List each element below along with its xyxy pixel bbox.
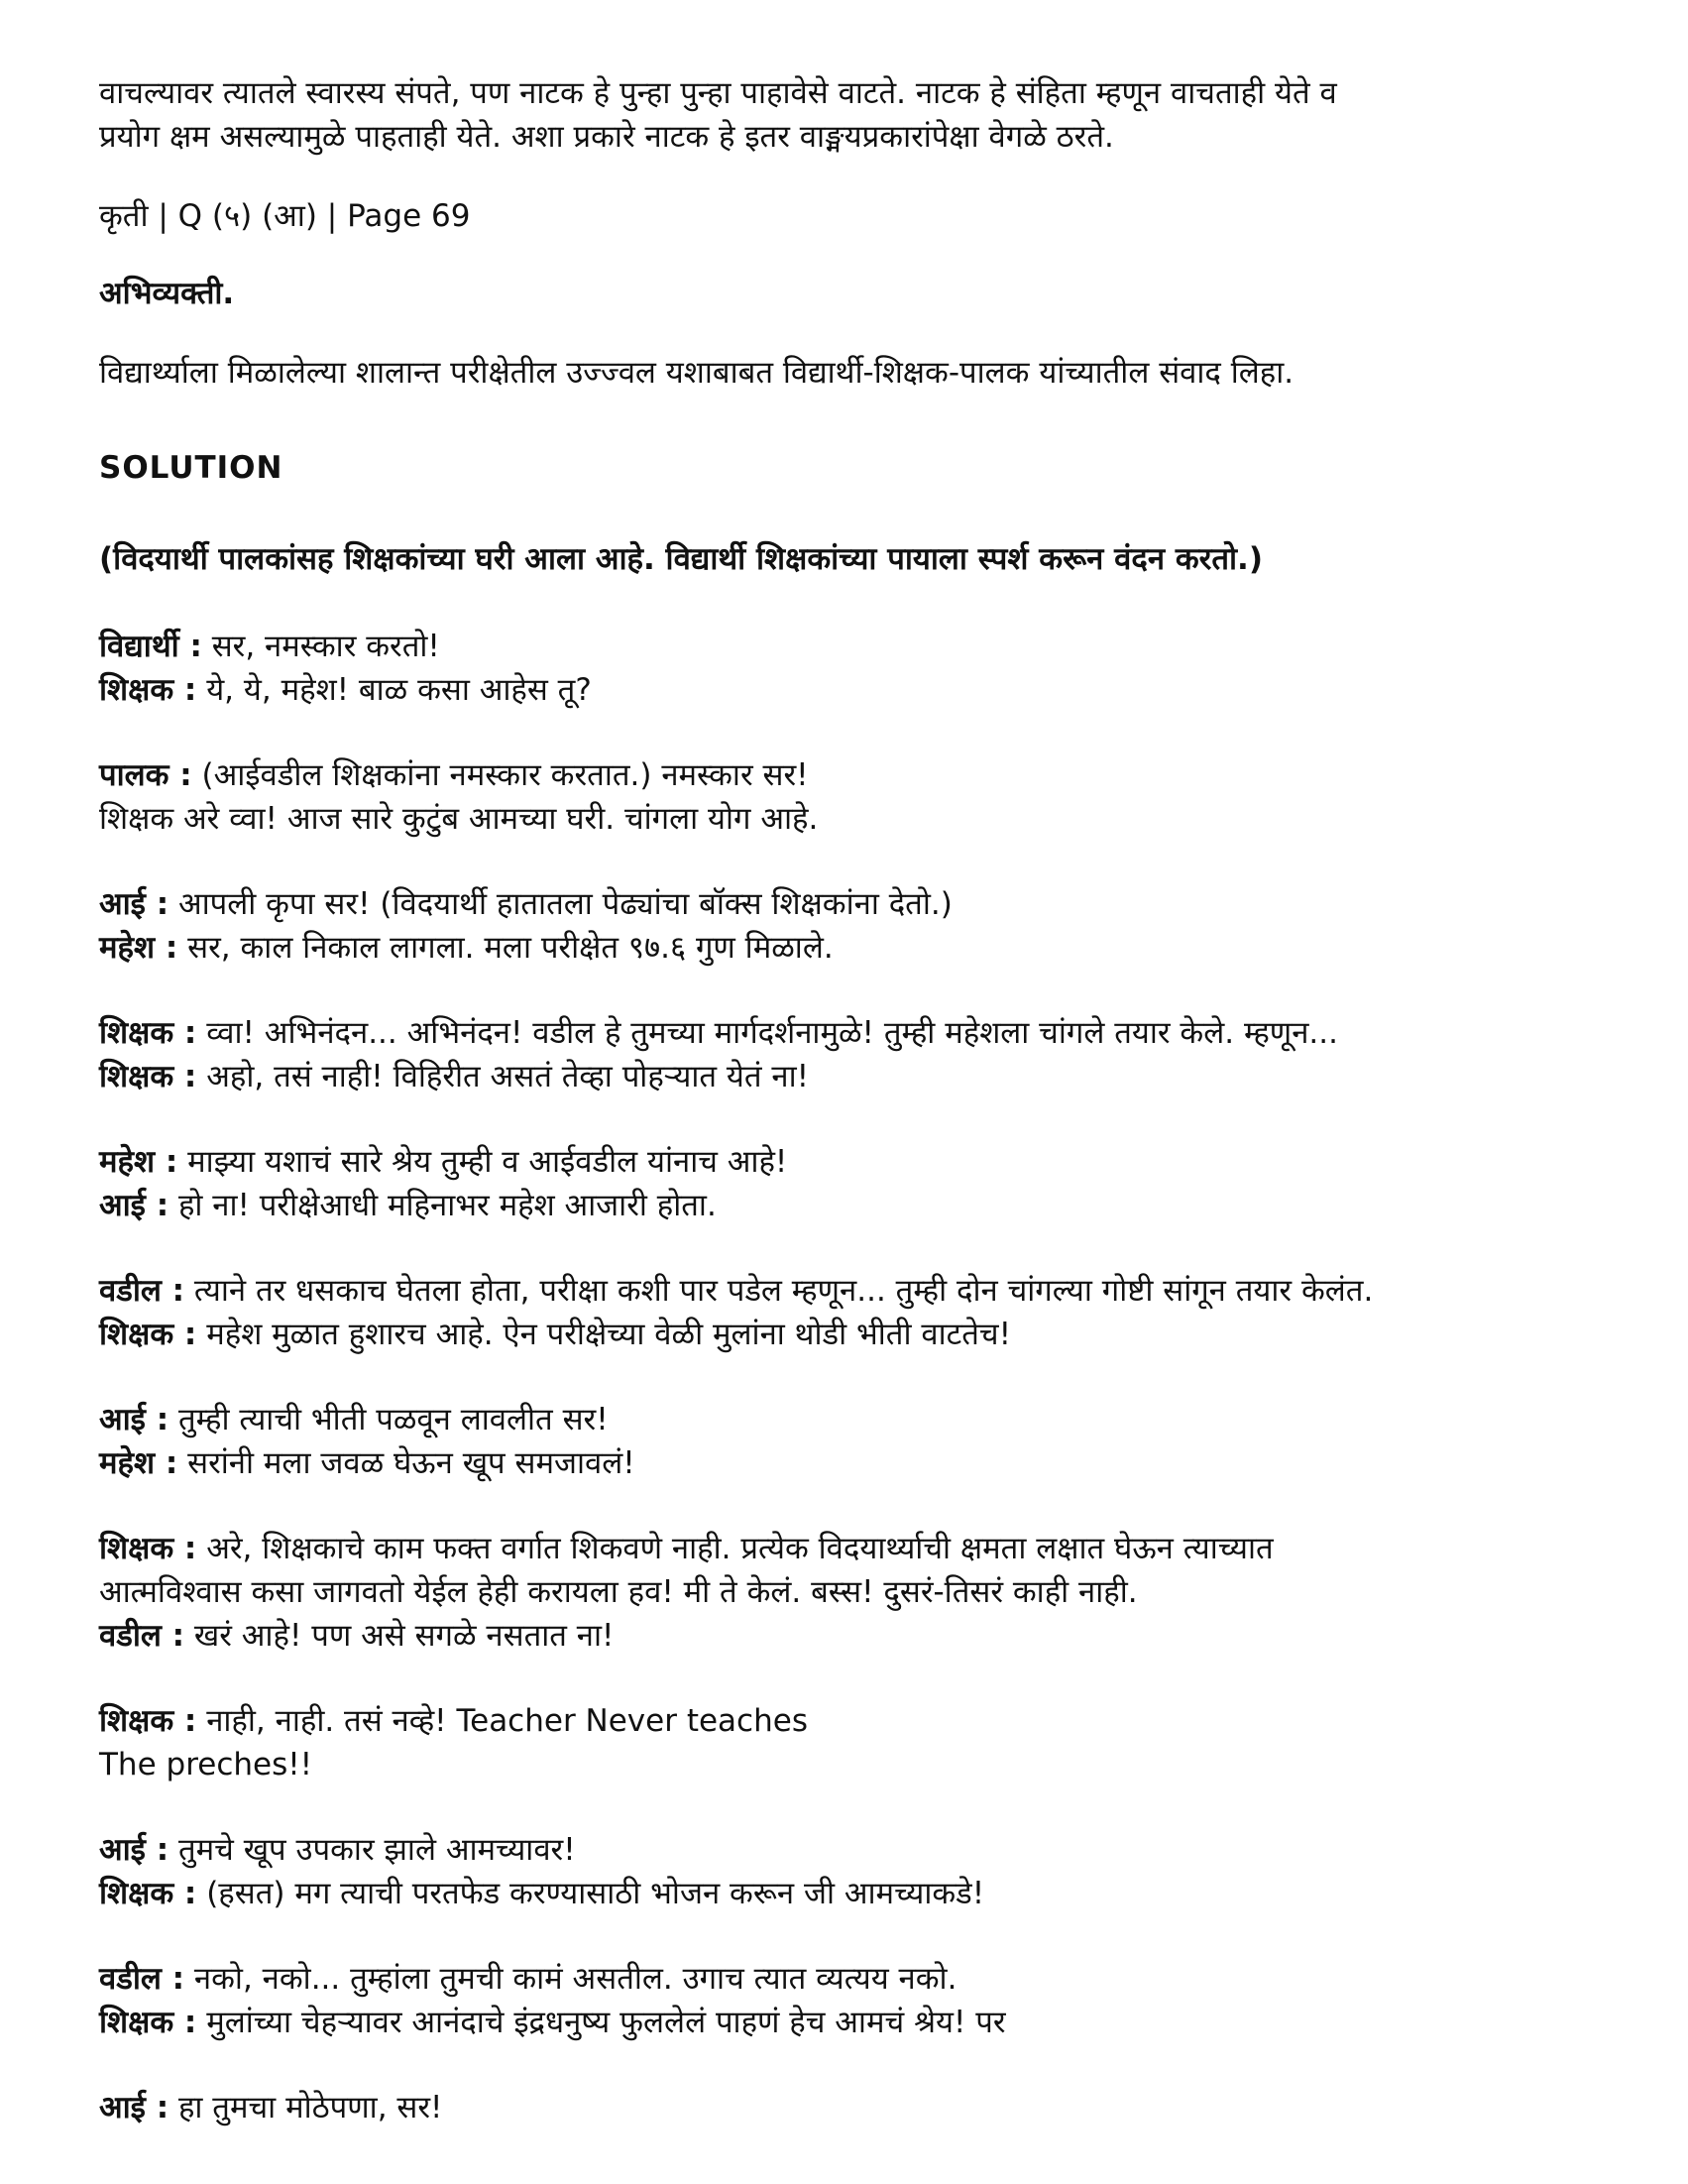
dialogue-line	[99, 1313, 1589, 1356]
dialogue-block	[99, 1398, 1589, 1485]
dialogue-text: अहो, तसं नाही! विहिरीत असतं तेव्हा पोहऱ्यात येतं ना!	[196, 1059, 810, 1094]
dialogue-line	[99, 926, 1589, 970]
dialogue-line	[99, 1140, 1589, 1184]
dialogue-text: The preches!!	[99, 1747, 313, 1782]
intro-paragraph	[99, 71, 1589, 159]
speaker-name: शिक्षक :	[99, 1703, 197, 1739]
dialogue-text: शिक्षक अरे व्वा! आज सारे कुटुंब आमच्या घरी. चांगला योग आहे.	[99, 801, 819, 837]
dialogue-line	[99, 1699, 1589, 1743]
stage-direction: (विदयार्थी पालकांसह शिक्षकांच्या घरी आला आहे. विद्यार्थी शिक्षकांच्या पायाला स्पर्श करून वंदन करतो.)	[99, 541, 1263, 577]
speaker-name: आई :	[99, 1832, 169, 1868]
dialogue-line	[99, 1269, 1589, 1313]
dialogue-line	[99, 1957, 1589, 2001]
dialogue-text: हो ना! परीक्षेआधी महिनाभर महेश आजारी होता.	[169, 1188, 717, 1223]
dialogue-text: सर, काल निकाल लागला. मला परीक्षेत ९७.६ गुण मिळाले.	[177, 930, 834, 966]
dialogue-line	[99, 882, 1589, 926]
dialogue-line	[99, 1570, 1589, 1614]
speaker-name: शिक्षक :	[99, 2005, 197, 2040]
dialogue-text: महेश मुळात हुशारच आहे. ऐन परीक्षेच्या वेळी मुलांना थोडी भीती वाटतेच!	[196, 1317, 1012, 1352]
speaker-name: वडील :	[99, 1618, 185, 1654]
dialogue-text: नाही, नाही. तसं नव्हे! Teacher Never teaches	[196, 1703, 808, 1739]
dialogue-text: सरांनी मला जवळ घेऊन खूप समजावलं!	[177, 1445, 635, 1481]
dialogue-line	[99, 2001, 1589, 2044]
dialogue-text: माझ्या यशाचं सारे श्रेय तुम्ही व आईवडील यांनाच आहे!	[177, 1144, 788, 1180]
dialogue-block	[99, 1828, 1589, 1915]
dialogue-text: अरे, शिक्षकाचे काम फक्त वर्गात शिकवणे नाही. प्रत्येक विदयार्थ्याची क्षमता लक्षात घेऊन त्याच्यात	[196, 1531, 1274, 1566]
dialogue-text: त्याने तर धसकाच घेतला होता, परीक्षा कशी पार पडेल म्हणून... तुम्ही दोन चांगल्या गोष्टी सांगून तयार केलंत.	[184, 1273, 1374, 1309]
dialogue-line	[99, 625, 1589, 668]
dialogue-line	[99, 1055, 1589, 1098]
dialogue-text: आपली कृपा सर! (विदयार्थी हातातला पेढ्यांचा बॉक्स शिक्षकांना देतो.)	[169, 886, 953, 922]
dialogue-line	[99, 1398, 1589, 1441]
question-text: विद्यार्थ्याला मिळालेल्या शालान्त परीक्षेतील उज्ज्वल यशाबाबत विद्यार्थी-शिक्षक-पालक यांच्यातील संवाद लिहा.	[99, 355, 1294, 391]
dialogue-text: नको, नको... तुम्हांला तुमची कामं असतील. उगाच त्यात व्यत्यय नको.	[184, 1961, 957, 1997]
dialogue-line	[99, 668, 1589, 712]
speaker-name: महेश :	[99, 1144, 178, 1180]
dialogue-line	[99, 1828, 1589, 1872]
dialogue-line	[99, 1614, 1589, 1658]
dialogue-line	[99, 753, 1589, 797]
dialogue-text: खरं आहे! पण असे सगळे नसतात ना!	[184, 1618, 615, 1654]
dialogue-text: तुम्ही त्याची भीती पळवून लावलीत सर!	[169, 1402, 609, 1437]
dialogue-text: व्वा! अभिनंदन... अभिनंदन! वडील हे तुमच्या मार्गदर्शनामुळे! तुम्ही महेशला चांगले तयार केले. म्हणून...	[196, 1015, 1338, 1051]
dialogue-block	[99, 1699, 1589, 1786]
intro-line: प्रयोग क्षम असल्यामुळे पाहताही येते. अशा प्रकारे नाटक हे इतर वाङ्मयप्रकारांपेक्षा वेगळे ठरते.	[99, 119, 1114, 155]
dialogue-line	[99, 2086, 1589, 2129]
dialogue-line	[99, 1743, 1589, 1786]
dialogue-text: ये, ये, महेश! बाळ कसा आहेस तू?	[196, 672, 592, 708]
speaker-name: शिक्षक :	[99, 1876, 197, 1911]
dialogue-line	[99, 1011, 1589, 1055]
dialogue-block	[99, 1140, 1589, 1227]
speaker-name: वडील :	[99, 1961, 185, 1997]
solution-title: SOLUTION	[99, 450, 283, 486]
dialogue-block	[99, 882, 1589, 970]
speaker-name: शिक्षक :	[99, 1531, 197, 1566]
dialogue-block	[99, 2086, 1589, 2129]
dialogue-text: आत्मविश्वास कसा जागवतो येईल हेही करायला हव! मी ते केलं. बस्स! दुसरं-तिसरं काही नाही.	[99, 1574, 1138, 1610]
dialogue-block	[99, 1957, 1589, 2044]
speaker-name: शिक्षक :	[99, 1317, 197, 1352]
dialogue-line	[99, 1527, 1589, 1570]
speaker-name: आई :	[99, 886, 169, 922]
dialogue-text: (आईवडील शिक्षकांना नमस्कार करतात.) नमस्कार सर!	[191, 757, 809, 793]
dialogue-text: हा तुमचा मोठेपणा, सर!	[169, 2090, 443, 2126]
dialogue-block	[99, 1269, 1589, 1356]
dialogue-line	[99, 797, 1589, 841]
dialogue-text: सर, नमस्कार करतो!	[201, 629, 440, 664]
speaker-name: शिक्षक :	[99, 672, 197, 708]
dialogue-block	[99, 1527, 1589, 1658]
dialogue-block	[99, 625, 1589, 712]
speaker-name: पालक :	[99, 757, 192, 793]
dialogue-text: (हसत) मग त्याची परतफेड करण्यासाठी भोजन करून जी आमच्याकडे!	[196, 1876, 985, 1911]
section-heading: अभिव्यक्ती.	[99, 276, 235, 311]
speaker-name: विद्यार्थी :	[99, 629, 202, 664]
speaker-name: महेश :	[99, 930, 178, 966]
dialogue	[99, 625, 1589, 2129]
dialogue-line	[99, 1184, 1589, 1227]
speaker-name: शिक्षक :	[99, 1015, 197, 1051]
speaker-name: शिक्षक :	[99, 1059, 197, 1094]
speaker-name: वडील :	[99, 1273, 185, 1309]
dialogue-text: मुलांच्या चेहऱ्यावर आनंदाचे इंद्रधनुष्य फुललेलं पाहणं हेच आमचं श्रेय! पर	[196, 2005, 1006, 2040]
speaker-name: महेश :	[99, 1445, 178, 1481]
speaker-name: आई :	[99, 2090, 169, 2126]
dialogue-text: तुमचे खूप उपकार झाले आमच्यावर!	[169, 1832, 576, 1868]
dialogue-block	[99, 753, 1589, 841]
intro-line: वाचल्यावर त्यातले स्वारस्य संपते, पण नाटक हे पुन्हा पुन्हा पाहावेसे वाटते. नाटक हे संहिता म्हणून वाचताही येते व	[99, 75, 1337, 111]
question-reference: कृती | Q (५) (आ) | Page 69	[99, 198, 471, 234]
dialogue-block	[99, 1011, 1589, 1098]
dialogue-line	[99, 1872, 1589, 1915]
speaker-name: आई :	[99, 1188, 169, 1223]
dialogue-line	[99, 1441, 1589, 1485]
speaker-name: आई :	[99, 1402, 169, 1437]
